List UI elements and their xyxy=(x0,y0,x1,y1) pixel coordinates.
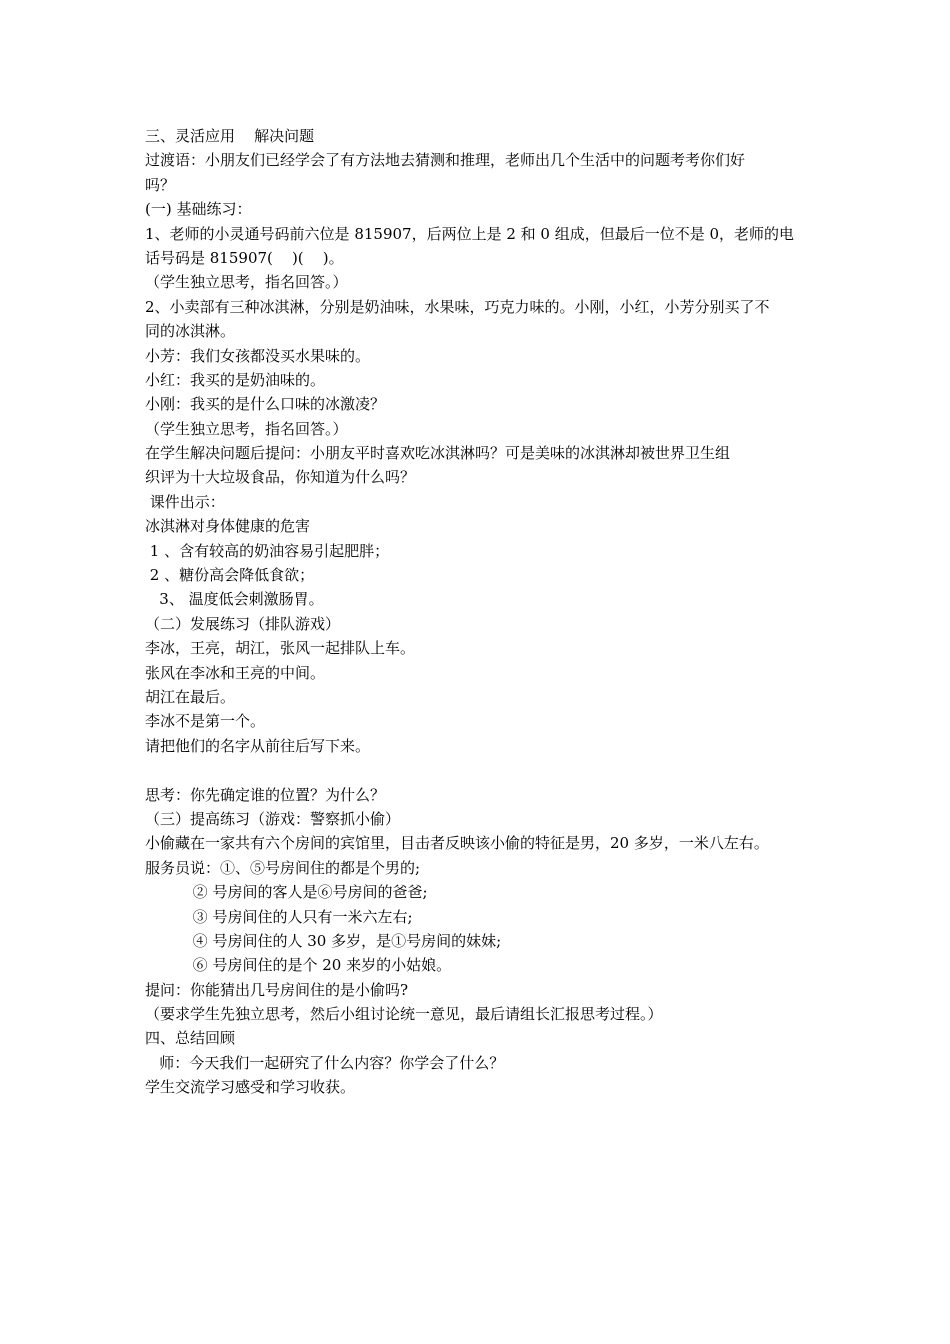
queue-line-4: 李冰不是第一个。 xyxy=(145,712,266,731)
transition-text-line-2: 吗？ xyxy=(145,175,176,194)
blank-line xyxy=(145,758,820,782)
queue-line-5: 请把他们的名字从前往后写下来。 xyxy=(145,736,371,755)
harm-item-3: 3、 温度低会刺激肠胃。 xyxy=(145,590,324,609)
subsection-heading-develop: （二）发展练习（排队游戏） xyxy=(145,614,341,633)
clue-4: ④ 号房间住的人 30 多岁，是①号房间的妹妹; xyxy=(145,931,502,950)
group-instruction: （要求学生先独立思考，然后小组讨论统一意见，最后请组长汇报思考过程。） xyxy=(145,1005,663,1024)
question-1-line-1: 1、老师的小灵通号码前六位是 815907，后两位上是 2 和 0 组成，但最后一位不是 0，老师的电 xyxy=(145,224,795,243)
queue-line-2: 张风在李冰和王亮的中间。 xyxy=(145,663,326,682)
dialogue-xiaofang: 小芳：我们女孩都没买水果味的。 xyxy=(145,346,371,365)
dialogue-xiaohong: 小红：我买的是奶油味的。 xyxy=(145,370,326,389)
section-heading-4: 四、总结回顾 xyxy=(145,1029,236,1048)
question-1-line-2: 话号码是 815907( )( )。 xyxy=(145,248,344,267)
student-reflection: 学生交流学习感受和学习收获。 xyxy=(145,1078,356,1097)
clue-2: ② 号房间的客人是⑥号房间的爸爸; xyxy=(145,883,428,902)
think-question: 思考：你先确定谁的位置？为什么？ xyxy=(145,785,386,804)
document-page xyxy=(145,124,820,1100)
courseware-title: 冰淇淋对身体健康的危害 xyxy=(145,517,311,536)
thief-story: 小偷藏在一家共有六个房间的宾馆里，目击者反映该小偷的特征是男，20 多岁，一米八左右。 xyxy=(145,834,769,853)
harm-item-2: 2 、糖份高会降低食欲； xyxy=(145,566,315,585)
clue-3: ③ 号房间住的人只有一米六左右; xyxy=(145,907,413,926)
question-2-line-2: 同的冰淇淋。 xyxy=(145,322,236,341)
dialogue-xiaogang: 小刚：我买的是什么口味的冰激凌？ xyxy=(145,395,386,414)
instruction-note: （学生独立思考，指名回答。） xyxy=(145,419,348,438)
courseware-label: 课件出示： xyxy=(145,492,225,511)
followup-question-line-1: 在学生解决问题后提问：小朋友平时喜欢吃冰淇淋吗？可是美味的冰淇淋却被世界卫生组 xyxy=(145,444,731,463)
question-2-line-1: 2、小卖部有三种冰淇淋，分别是奶油味，水果味，巧克力味的。小刚，小红，小芳分别买了不 xyxy=(145,297,770,316)
queue-line-3: 胡江在最后。 xyxy=(145,687,236,706)
queue-line-1: 李冰，王亮，胡江，张风一起排队上车。 xyxy=(145,639,416,658)
teacher-question: 师：今天我们一起研究了什么内容？你学会了什么？ xyxy=(145,1053,505,1072)
waiter-says: 服务员说：①、⑤号房间住的都是个男的; xyxy=(145,858,421,877)
thief-question: 提问：你能猜出几号房间住的是小偷吗? xyxy=(145,980,409,999)
subsection-heading-advanced: （三）提高练习（游戏：警察抓小偷） xyxy=(145,809,401,828)
subsection-heading-basic: (一) 基础练习： xyxy=(145,200,252,219)
clue-6: ⑥ 号房间住的是个 20 来岁的小姑娘。 xyxy=(145,956,452,975)
transition-text-line-1: 过渡语：小朋友们已经学会了有方法地去猜测和推理，老师出几个生活中的问题考考你们好 xyxy=(145,151,746,170)
followup-question-line-2: 织评为十大垃圾食品，你知道为什么吗？ xyxy=(145,468,416,487)
harm-item-1: 1 、含有较高的奶油容易引起肥胖； xyxy=(145,541,390,560)
instruction-note: （学生独立思考，指名回答。） xyxy=(145,273,348,292)
section-heading-3: 三、灵活应用 解决问题 xyxy=(145,127,315,145)
